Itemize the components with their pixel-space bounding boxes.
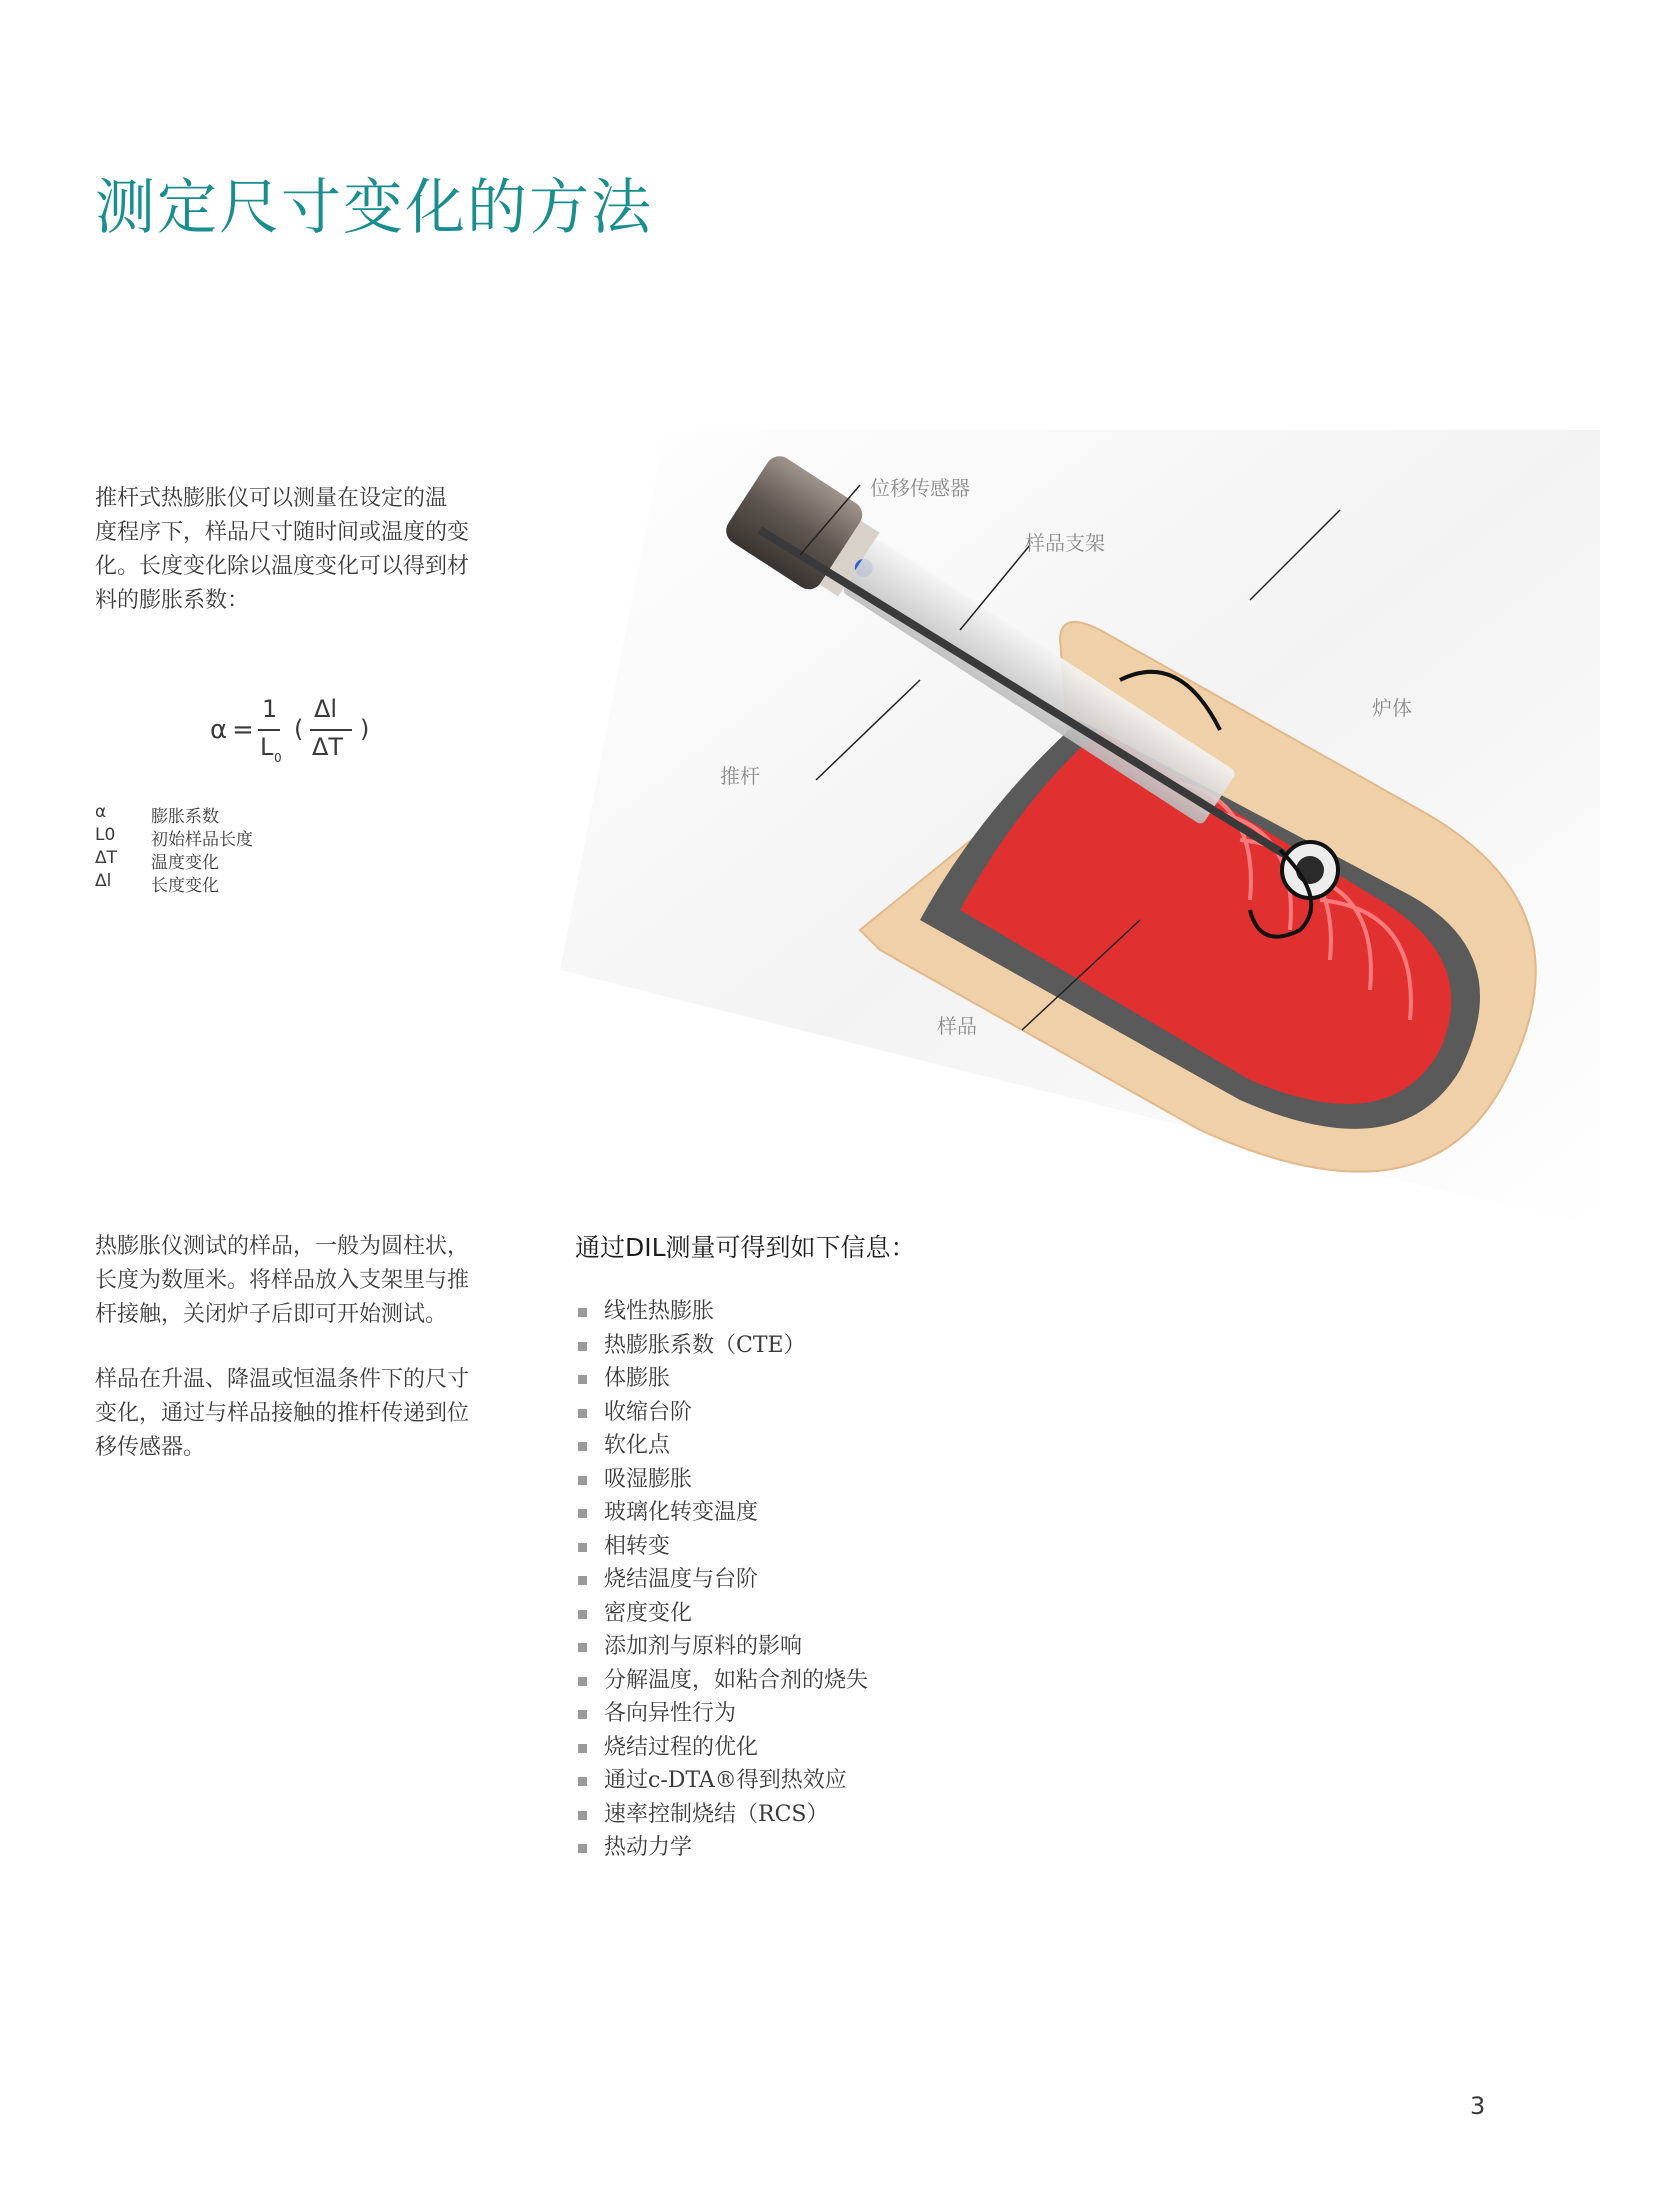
square-bullet-icon [578,1844,587,1853]
fraction-line [258,729,280,731]
list-item [578,1329,868,1363]
square-bullet-icon [578,1476,587,1485]
list-item [578,1831,868,1865]
list-item [578,1530,868,1564]
label-pushrod: 推杆 [720,764,760,788]
legend-row [95,802,395,825]
label-sample-holder: 样品支架 [1025,531,1105,555]
para-line: 移传感器。 [95,1435,206,1460]
formula-l0-subscript: 0 [274,751,282,765]
list-item [578,1295,868,1329]
list-item-text: 添加剂与原料的影响 [604,1634,803,1659]
legend-text: 长度变化 [151,876,219,896]
intro-line: 度程序下，样品尺寸随时间或温度的变 [95,520,470,545]
list-item-text: 线性热膨胀 [604,1299,715,1324]
square-bullet-icon [578,1643,587,1652]
square-bullet-icon [578,1576,587,1585]
square-bullet-icon [578,1543,587,1552]
square-bullet-icon [578,1308,587,1317]
square-bullet-icon [578,1677,587,1686]
list-item [578,1496,868,1530]
list-item-text: 软化点 [604,1433,671,1458]
list-item-text: 通过c-DTA®得到热效应 [604,1768,847,1793]
list-item [578,1798,868,1832]
square-bullet-icon [578,1375,587,1384]
list-item [578,1563,868,1597]
sample-core [1296,856,1324,884]
list-item [578,1697,868,1731]
page-title: 测定尺寸变化的方法 [95,173,653,243]
list-item-text: 各向异性行为 [604,1701,737,1726]
list-item-text: 收缩台阶 [604,1399,693,1425]
legend-symbol: α [95,802,107,822]
formula-l0: L [260,733,274,761]
list-item-text: 烧结温度与台阶 [604,1567,759,1592]
list-item [578,1597,868,1631]
intro-line: 料的膨胀系数： [95,588,250,613]
info-list-title: 通过DIL测量可得到如下信息： [575,1233,916,1262]
list-item-text: 吸湿膨胀 [604,1466,693,1492]
para-line: 长度为数厘米。将样品放入支架里与推 [95,1268,470,1293]
square-bullet-icon [578,1744,587,1753]
square-bullet-icon [578,1710,587,1719]
list-item-text: 相转变 [604,1533,671,1559]
list-item-text: 热动力学 [604,1835,693,1860]
list-item-text: 玻璃化转变温度 [604,1500,759,1525]
legend-symbol: L0 [95,825,116,845]
list-item [578,1630,868,1664]
legend-row [95,871,395,894]
square-bullet-icon [578,1342,587,1351]
list-item-text: 速率控制烧结（RCS） [604,1801,829,1827]
legend-text: 初始样品长度 [151,830,253,850]
list-item-text: 密度变化 [604,1600,693,1626]
cte-formula [210,695,390,775]
page-number: 3 [1470,2092,1486,2120]
list-item-text: 烧结过程的优化 [604,1734,759,1760]
list-item-text: 体膨胀 [604,1366,671,1391]
formula-paren-open: ( [294,715,304,743]
formula-equals: = [232,715,254,745]
intro-line: 推杆式热膨胀仪可以测量在设定的温 [95,486,448,511]
legend-text: 膨胀系数 [151,807,219,827]
dilatometer-illustration [560,430,1654,1230]
intro-line: 化。长度变化除以温度变化可以得到材 [95,554,470,579]
legend-symbol: ΔT [95,848,118,868]
list-item-text: 热膨胀系数（CTE） [604,1332,806,1358]
list-item [578,1429,868,1463]
legend-symbol: Δl [95,871,112,891]
formula-paren-close: ) [360,715,370,743]
square-bullet-icon [578,1509,587,1518]
para-line: 杆接触，关闭炉子后即可开始测试。 [95,1302,448,1327]
list-item [578,1664,868,1698]
dilatometer-cutaway-diagram [560,430,1654,1230]
formula-alpha: α [210,715,228,745]
fraction-line [310,729,352,731]
square-bullet-icon [578,1409,587,1418]
legend-text: 温度变化 [151,853,219,873]
formula-delta-t: ΔT [312,733,344,761]
para-line: 变化，通过与样品接触的推杆传递到位 [95,1401,470,1426]
list-item [578,1463,868,1497]
para-line: 热膨胀仪测试的样品，一般为圆柱状， [95,1234,470,1259]
formula-numerator-one: 1 [262,695,278,723]
formula-legend [95,802,395,894]
square-bullet-icon [578,1610,587,1619]
square-bullet-icon [578,1442,587,1451]
label-displacement-sensor: 位移传感器 [870,476,970,500]
para-line: 样品在升温、降温或恒温条件下的尺寸 [95,1367,470,1392]
label-furnace: 炉体 [1372,696,1412,720]
list-item [578,1362,868,1396]
legend-row [95,825,395,848]
label-sample: 样品 [937,1014,977,1038]
square-bullet-icon [578,1777,587,1786]
list-item [578,1396,868,1430]
formula-delta-l: Δl [314,695,338,723]
legend-row [95,848,395,871]
info-list [578,1295,868,1865]
square-bullet-icon [578,1811,587,1820]
list-item-text: 分解温度，如粘合剂的烧失 [604,1667,869,1693]
list-item [578,1764,868,1798]
list-item [578,1731,868,1765]
